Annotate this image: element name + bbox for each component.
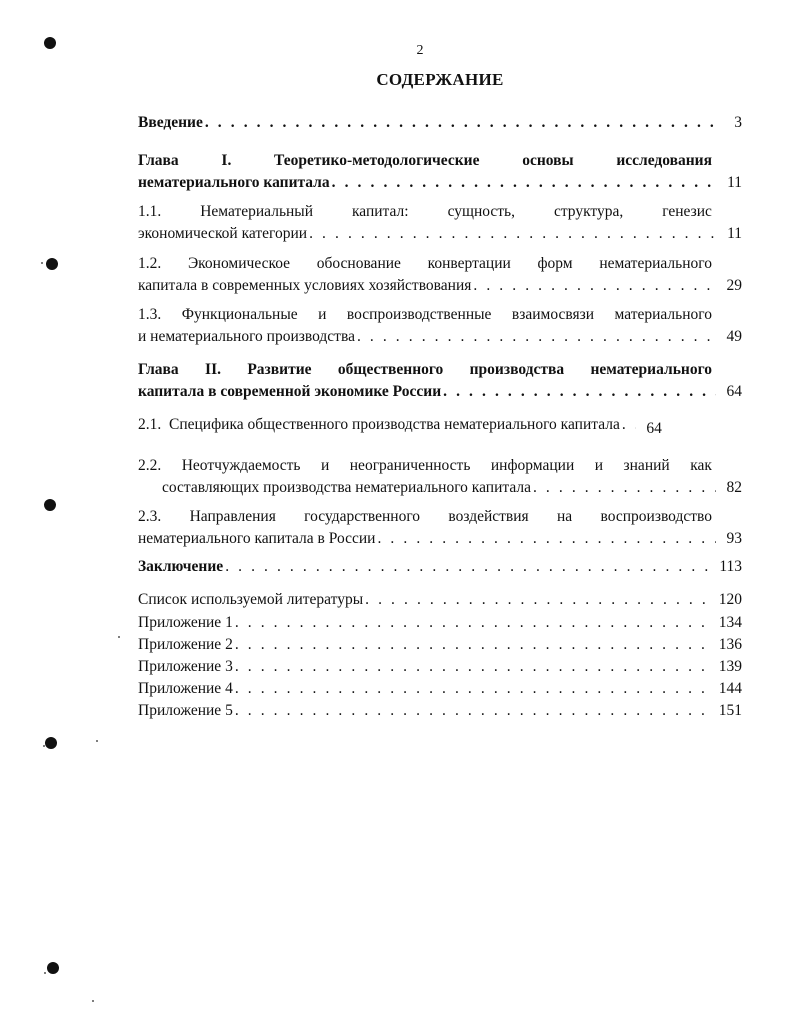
leader-dots [309, 223, 716, 245]
binder-hole-mark [44, 37, 56, 49]
toc-entry-bibliography[interactable] [138, 589, 742, 611]
toc-entry-label: Приложение 2 [138, 636, 233, 653]
toc-entry-section-2-2[interactable] [138, 455, 742, 499]
binder-hole-mark [44, 499, 56, 511]
toc-entry-page: 64 [726, 383, 742, 400]
toc-entry-label: Приложение 5 [138, 702, 233, 719]
toc-entry-page: 11 [727, 174, 742, 191]
leader-dots [332, 172, 716, 194]
page-number: 2 [416, 43, 424, 58]
toc-entry-appendix-2[interactable] [138, 634, 742, 656]
leader-dots [357, 326, 716, 348]
toc-entry-line1: 1.2. Экономическое обоснование конвертации форм нематериального [138, 255, 712, 272]
leader-dots [225, 556, 715, 578]
toc-entry-label: Введение [138, 114, 203, 131]
toc-entry-page: 139 [718, 658, 742, 675]
leader-dots [443, 381, 716, 403]
toc-entry-page: 144 [718, 680, 742, 697]
toc-entry-label: Приложение 3 [138, 658, 233, 675]
toc-entry-page: 49 [726, 328, 742, 345]
toc-entry-page: 29 [726, 277, 742, 294]
leader-dots [622, 414, 636, 436]
toc-entry-line1: 1.3. Функциональные и воспроизводственные взаимосвязи материального [138, 306, 712, 323]
toc-entry-line2: нематериального капитала [138, 174, 330, 191]
toc-entry-label: Список используемой литературы [138, 591, 364, 608]
scan-speck [92, 1000, 94, 1002]
scan-speck [118, 636, 120, 638]
leader-dots [235, 700, 715, 722]
toc-entry-line1: 1.1. Нематериальный капитал: сущность, структура, генезис [138, 203, 712, 220]
leader-dots [365, 589, 715, 611]
toc-entry-section-1-2[interactable] [138, 253, 742, 297]
toc-entry-line2: и нематериального производства [138, 328, 355, 345]
toc-entry-label: Приложение 1 [138, 614, 233, 631]
toc-entry-line1: Глава II. Развитие общественного производства нематериального [138, 361, 712, 378]
toc-entry-label: Приложение 4 [138, 680, 233, 697]
binder-hole-mark [47, 962, 59, 974]
toc-entry-line2: экономической категории [138, 225, 308, 242]
toc-entry-appendix-3[interactable] [138, 656, 742, 678]
toc-entry-page: 93 [726, 530, 742, 547]
binder-hole-mark [46, 258, 58, 270]
scan-speck [43, 745, 45, 747]
toc-entry-appendix-5[interactable] [138, 700, 742, 722]
toc-entry-appendix-4[interactable] [138, 678, 742, 700]
toc-entry-section-1-1[interactable] [138, 201, 742, 245]
toc-entry-introduction[interactable] [138, 112, 742, 134]
leader-dots [205, 112, 716, 134]
toc-entry-label: 2.1. Специфика общественного производства нематериального капитала [138, 416, 620, 433]
toc-entry-page: 151 [718, 702, 742, 719]
toc-entry-section-2-3[interactable] [138, 506, 742, 550]
toc-entry-chapter-1[interactable] [138, 150, 742, 194]
leader-dots [235, 612, 715, 634]
toc-entry-page: 11 [727, 225, 742, 242]
toc-entry-page: 120 [718, 591, 742, 608]
toc-entry-line2: составляющих производства нематериального капитала [162, 479, 531, 496]
toc-entry-page: 64 [646, 420, 662, 437]
leader-dots [473, 275, 716, 297]
toc-entry-page: 3 [734, 114, 742, 131]
toc-entry-conclusion[interactable] [138, 556, 742, 578]
leader-dots [235, 656, 715, 678]
toc-entry-line1: Глава I. Теоретико-методологические основы исследования [138, 152, 712, 169]
toc-entry-line2: капитала в современных условиях хозяйствования [138, 277, 472, 294]
toc-entry-page: 134 [718, 614, 742, 631]
toc-entry-line2: капитала в современной экономике России [138, 383, 442, 400]
page-title: СОДЕРЖАНИЕ [376, 70, 504, 89]
leader-dots [533, 477, 716, 499]
leader-dots [377, 528, 716, 550]
leader-dots [235, 634, 715, 656]
scan-speck [41, 262, 43, 264]
toc-entry-line1: 2.3. Направления государственного воздействия на воспроизводство [138, 508, 712, 525]
toc-entry-appendix-1[interactable] [138, 612, 742, 634]
toc-entry-line2: нематериального капитала в России [138, 530, 376, 547]
toc-entry-page: 82 [726, 479, 742, 496]
toc-entry-section-1-3[interactable] [138, 304, 742, 348]
toc-entry-page: 136 [718, 636, 742, 653]
toc-entry-section-2-1[interactable] [138, 414, 742, 436]
toc-entry-chapter-2[interactable] [138, 359, 742, 403]
binder-hole-mark [45, 737, 57, 749]
scan-speck [44, 972, 46, 974]
toc-entry-line1: 2.2. Неотчуждаемость и неограниченность информации и знаний как [138, 457, 712, 474]
toc-entry-page: 113 [719, 558, 742, 575]
scan-speck [96, 740, 98, 742]
toc-entry-label: Заключение [138, 558, 224, 575]
leader-dots [235, 678, 715, 700]
